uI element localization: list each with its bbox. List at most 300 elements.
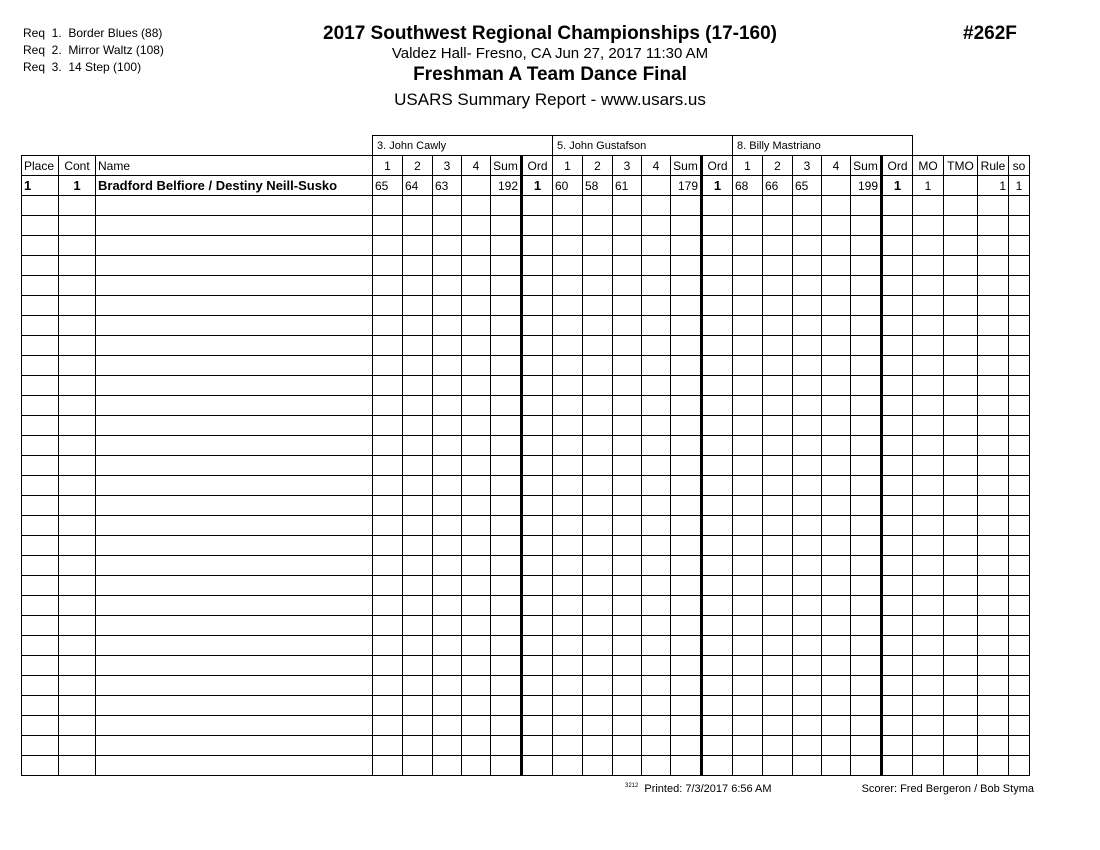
score-cell [462, 316, 491, 336]
score-cell [613, 296, 642, 316]
tmo-cell [944, 656, 978, 676]
score-cell [763, 236, 793, 256]
score-cell [763, 576, 793, 596]
sum-cell: 179 [671, 176, 702, 196]
ordinal-cell [702, 376, 733, 396]
score-cell [642, 176, 671, 196]
score-cell [553, 256, 583, 276]
score-cell [373, 196, 403, 216]
place-cell [22, 436, 59, 456]
sum-cell [671, 416, 702, 436]
score-cell: 60 [553, 176, 583, 196]
score-cell [763, 256, 793, 276]
score-cell [553, 496, 583, 516]
empty-row [22, 416, 1030, 436]
so-cell [1009, 556, 1030, 576]
empty-row [22, 356, 1030, 376]
place-cell [22, 696, 59, 716]
sum-cell [851, 376, 882, 396]
so-cell [1009, 256, 1030, 276]
place-cell [22, 556, 59, 576]
empty-row [22, 656, 1030, 676]
so-cell [1009, 436, 1030, 456]
score-cell [613, 536, 642, 556]
score-cell [403, 476, 433, 496]
score-cell [433, 496, 462, 516]
tmo-cell [944, 556, 978, 576]
score-cell [433, 316, 462, 336]
sum-cell [491, 456, 522, 476]
sum-cell [851, 756, 882, 776]
tmo-cell [944, 536, 978, 556]
sum-cell [491, 596, 522, 616]
ordinal-cell [882, 356, 913, 376]
place-cell [22, 616, 59, 636]
score-cell [793, 536, 822, 556]
ordinal-cell [702, 336, 733, 356]
rule-cell [978, 696, 1009, 716]
cont-cell [59, 356, 96, 376]
col-header-score: 1 [733, 156, 763, 176]
ordinal-cell [882, 256, 913, 276]
mo-cell [913, 576, 944, 596]
score-cell [642, 516, 671, 536]
col-header-score: 4 [642, 156, 671, 176]
ordinal-cell [702, 416, 733, 436]
ordinal-cell [522, 196, 553, 216]
score-cell [583, 696, 613, 716]
skater-name-cell [96, 196, 373, 216]
score-cell [583, 536, 613, 556]
score-cell [373, 336, 403, 356]
score-cell [403, 736, 433, 756]
mo-cell [913, 256, 944, 276]
empty-row [22, 216, 1030, 236]
score-cell [373, 276, 403, 296]
mo-cell [913, 696, 944, 716]
score-cell [613, 476, 642, 496]
tmo-cell [944, 496, 978, 516]
score-cell [613, 636, 642, 656]
sum-cell [671, 376, 702, 396]
sum-cell [491, 316, 522, 336]
tmo-cell [944, 756, 978, 776]
col-header-score: Ord [522, 156, 553, 176]
score-cell [462, 676, 491, 696]
col-header-score: Sum [671, 156, 702, 176]
score-cell [822, 296, 851, 316]
score-cell [583, 396, 613, 416]
score-cell [642, 436, 671, 456]
score-cell: 66 [763, 176, 793, 196]
place-cell [22, 356, 59, 376]
ordinal-cell [882, 696, 913, 716]
score-cell [433, 296, 462, 316]
tmo-cell [944, 596, 978, 616]
place-cell [22, 396, 59, 416]
col-header-score: 1 [553, 156, 583, 176]
score-cell [403, 396, 433, 416]
score-cell [373, 656, 403, 676]
score-cell [822, 676, 851, 696]
score-cell [642, 576, 671, 596]
score-cell [462, 376, 491, 396]
score-cell [613, 416, 642, 436]
skater-name-cell [96, 756, 373, 776]
requirement-item: Req 2. Mirror Waltz (108) [23, 43, 164, 57]
rule-cell [978, 236, 1009, 256]
score-cell [613, 756, 642, 776]
sum-cell [491, 296, 522, 316]
score-cell [793, 416, 822, 436]
mo-cell [913, 316, 944, 336]
score-cell [583, 416, 613, 436]
score-cell [583, 376, 613, 396]
score-cell [403, 756, 433, 776]
rule-cell [978, 476, 1009, 496]
score-cell [642, 296, 671, 316]
score-cell [733, 456, 763, 476]
sum-cell [491, 496, 522, 516]
score-cell [462, 296, 491, 316]
score-cell [763, 496, 793, 516]
score-cell [403, 636, 433, 656]
empty-row [22, 596, 1030, 616]
sum-cell [851, 656, 882, 676]
score-cell [403, 336, 433, 356]
score-cell: 63 [433, 176, 462, 196]
skater-name-cell [96, 596, 373, 616]
score-cell [433, 656, 462, 676]
score-cell [793, 236, 822, 256]
score-cell [822, 516, 851, 536]
mo-cell [913, 736, 944, 756]
so-cell [1009, 356, 1030, 376]
so-cell [1009, 496, 1030, 516]
score-cell [733, 716, 763, 736]
score-cell [793, 716, 822, 736]
ordinal-cell [702, 676, 733, 696]
tmo-cell [944, 396, 978, 416]
score-cell [403, 296, 433, 316]
score-cell [822, 476, 851, 496]
cont-cell: 1 [59, 176, 96, 196]
score-cell [733, 256, 763, 276]
score-cell [822, 656, 851, 676]
ordinal-cell [522, 556, 553, 576]
ordinal-cell [522, 736, 553, 756]
score-cell [462, 556, 491, 576]
place-cell [22, 736, 59, 756]
sum-cell [491, 416, 522, 436]
empty-row [22, 716, 1030, 736]
ordinal-cell [882, 756, 913, 776]
score-cell [462, 456, 491, 476]
rule-cell [978, 756, 1009, 776]
score-cell [583, 436, 613, 456]
sum-cell [851, 216, 882, 236]
skater-name-cell [96, 356, 373, 376]
score-cell [433, 556, 462, 576]
ordinal-cell [522, 356, 553, 376]
tmo-cell [944, 576, 978, 596]
score-cell [613, 336, 642, 356]
tmo-cell [944, 676, 978, 696]
sum-cell [671, 596, 702, 616]
tmo-cell [944, 176, 978, 196]
skater-name-cell [96, 496, 373, 516]
sum-cell [491, 436, 522, 456]
sum-cell [851, 196, 882, 216]
rule-cell [978, 256, 1009, 276]
place-cell [22, 256, 59, 276]
ordinal-cell [882, 416, 913, 436]
printed-date: Printed: 7/3/2017 6:56 AM [644, 783, 772, 795]
score-cell [403, 536, 433, 556]
place-cell [22, 636, 59, 656]
ordinal-cell [882, 316, 913, 336]
col-header-score: 2 [583, 156, 613, 176]
skater-name-cell [96, 556, 373, 576]
score-cell [793, 576, 822, 596]
cont-cell [59, 636, 96, 656]
score-cell [642, 216, 671, 236]
empty-row [22, 336, 1030, 356]
place-cell [22, 196, 59, 216]
sum-cell [491, 636, 522, 656]
rule-cell [978, 376, 1009, 396]
score-cell [433, 696, 462, 716]
skater-name-cell [96, 676, 373, 696]
score-cell [553, 276, 583, 296]
score-cell [583, 756, 613, 776]
rule-cell [978, 496, 1009, 516]
score-cell [733, 376, 763, 396]
skater-name-cell [96, 376, 373, 396]
col-header-name: Name [96, 156, 373, 176]
score-cell [462, 216, 491, 236]
score-cell [462, 516, 491, 536]
score-cell [433, 216, 462, 236]
sum-cell: 199 [851, 176, 882, 196]
score-cell [822, 256, 851, 276]
score-cell [613, 736, 642, 756]
ordinal-cell [522, 716, 553, 736]
score-cell [583, 596, 613, 616]
ordinal-cell [522, 656, 553, 676]
ordinal-cell [882, 336, 913, 356]
so-cell [1009, 396, 1030, 416]
mo-cell [913, 616, 944, 636]
so-cell [1009, 296, 1030, 316]
ordinal-cell [882, 616, 913, 636]
score-cell [462, 536, 491, 556]
ordinal-cell [702, 716, 733, 736]
score-cell [403, 496, 433, 516]
score-cell [433, 596, 462, 616]
score-cell [462, 196, 491, 216]
score-cell [822, 556, 851, 576]
sum-cell [491, 696, 522, 716]
ordinal-cell [702, 396, 733, 416]
score-cell [403, 656, 433, 676]
score-cell [793, 296, 822, 316]
col-header-score: 4 [822, 156, 851, 176]
score-cell [553, 616, 583, 636]
cont-cell [59, 196, 96, 216]
score-cell [433, 356, 462, 376]
score-cell [462, 356, 491, 376]
mo-cell [913, 596, 944, 616]
place-cell [22, 276, 59, 296]
so-cell [1009, 276, 1030, 296]
cont-cell [59, 236, 96, 256]
score-cell: 68 [733, 176, 763, 196]
sum-cell [671, 636, 702, 656]
score-cell [403, 316, 433, 336]
place-cell [22, 596, 59, 616]
place-cell [22, 496, 59, 516]
ordinal-cell [522, 316, 553, 336]
col-header-score: 1 [373, 156, 403, 176]
score-cell [763, 516, 793, 536]
rule-cell [978, 596, 1009, 616]
score-cell [373, 236, 403, 256]
empty-row [22, 756, 1030, 776]
col-header-score: 3 [613, 156, 642, 176]
score-cell [793, 736, 822, 756]
ordinal-cell: 1 [702, 176, 733, 196]
empty-row [22, 396, 1030, 416]
ordinal-cell [882, 196, 913, 216]
score-cell [642, 356, 671, 376]
place-cell [22, 756, 59, 776]
score-cell [553, 716, 583, 736]
score-cell [373, 316, 403, 336]
mo-cell [913, 356, 944, 376]
ordinal-cell [882, 216, 913, 236]
sum-cell [491, 356, 522, 376]
so-cell [1009, 576, 1030, 596]
score-cell [822, 376, 851, 396]
skater-name-cell [96, 616, 373, 636]
sum-cell [851, 716, 882, 736]
rule-cell [978, 396, 1009, 416]
score-cell [822, 536, 851, 556]
ordinal-cell [522, 416, 553, 436]
place-cell [22, 336, 59, 356]
score-cell [553, 436, 583, 456]
score-cell [822, 496, 851, 516]
score-cell [642, 536, 671, 556]
score-cell [763, 396, 793, 416]
mo-cell [913, 556, 944, 576]
ordinal-cell [522, 376, 553, 396]
cont-cell [59, 316, 96, 336]
rule-cell [978, 616, 1009, 636]
score-cell [583, 496, 613, 516]
mo-cell [913, 536, 944, 556]
score-cell [733, 436, 763, 456]
sum-cell [491, 196, 522, 216]
so-cell [1009, 196, 1030, 216]
so-cell [1009, 656, 1030, 676]
score-cell [462, 736, 491, 756]
empty-row [22, 516, 1030, 536]
ordinal-cell [522, 396, 553, 416]
score-cell [793, 696, 822, 716]
score-cell [613, 256, 642, 276]
score-cell [433, 516, 462, 536]
score-cell [462, 256, 491, 276]
ordinal-cell [522, 476, 553, 496]
sum-cell [851, 316, 882, 336]
col-header-score: Ord [702, 156, 733, 176]
score-cell [642, 636, 671, 656]
score-cell [733, 336, 763, 356]
sum-cell [851, 416, 882, 436]
so-cell [1009, 536, 1030, 556]
score-cell [822, 596, 851, 616]
rule-cell [978, 516, 1009, 536]
score-cell [613, 316, 642, 336]
skater-name-cell [96, 636, 373, 656]
score-cell [822, 576, 851, 596]
score-cell [763, 296, 793, 316]
score-cell [763, 216, 793, 236]
mo-cell [913, 496, 944, 516]
score-cell [373, 736, 403, 756]
score-cell [373, 416, 403, 436]
cont-cell [59, 696, 96, 716]
requirement-item: Req 3. 14 Step (100) [23, 60, 142, 74]
cont-cell [59, 736, 96, 756]
mo-cell [913, 456, 944, 476]
ordinal-cell [702, 696, 733, 716]
cont-cell [59, 436, 96, 456]
sum-cell [851, 276, 882, 296]
cont-cell [59, 456, 96, 476]
mo-cell: 1 [913, 176, 944, 196]
empty-row [22, 636, 1030, 656]
score-cell [553, 296, 583, 316]
ordinal-cell [702, 216, 733, 236]
sum-cell [671, 676, 702, 696]
score-cell [793, 496, 822, 516]
skater-name-cell [96, 216, 373, 236]
sum-cell [671, 356, 702, 376]
score-cell [373, 436, 403, 456]
ordinal-cell [522, 536, 553, 556]
skater-name-cell [96, 656, 373, 676]
rule-cell [978, 716, 1009, 736]
score-cell [403, 216, 433, 236]
score-cell [733, 696, 763, 716]
sum-cell [491, 516, 522, 536]
score-cell [462, 396, 491, 416]
so-cell [1009, 596, 1030, 616]
score-cell [553, 676, 583, 696]
score-cell [403, 256, 433, 276]
score-cell [793, 256, 822, 276]
ordinal-cell [882, 736, 913, 756]
score-cell [553, 336, 583, 356]
mo-cell [913, 396, 944, 416]
mo-cell [913, 416, 944, 436]
ordinal-cell [702, 316, 733, 336]
mo-cell [913, 336, 944, 356]
col-header-score: Sum [851, 156, 882, 176]
